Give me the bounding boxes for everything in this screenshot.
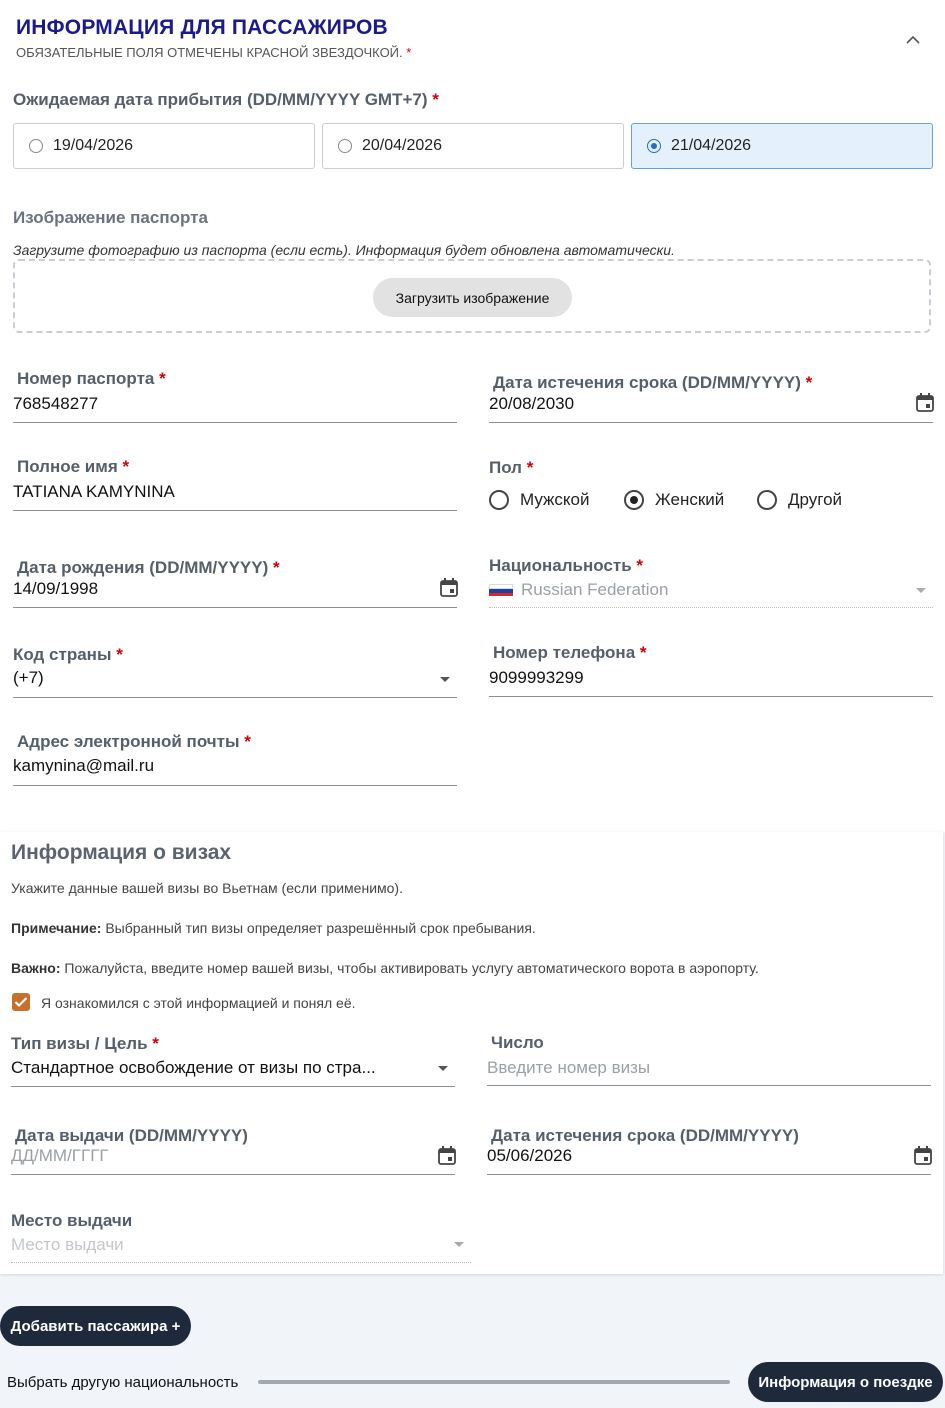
underline xyxy=(13,510,457,511)
underline xyxy=(13,697,457,698)
country-code-label: Код страны * xyxy=(13,645,123,664)
visa-number-label: Число xyxy=(491,1033,544,1052)
underline xyxy=(489,696,933,697)
acknowledge-label: Я ознакомился с этой информацией и понял её. xyxy=(41,995,356,1011)
acknowledge-checkbox[interactable] xyxy=(12,993,30,1011)
calendar-icon[interactable] xyxy=(916,393,934,412)
nationality-label: Национальность * xyxy=(489,556,644,575)
passport-expiry-input[interactable]: 20/08/2030 xyxy=(489,394,575,413)
arrival-option-3[interactable]: 21/04/2026 xyxy=(631,123,933,169)
issue-place-label: Место выдачи xyxy=(11,1211,133,1230)
phone-input[interactable]: 9099993299 xyxy=(489,668,584,687)
trip-info-button[interactable]: Информация о поездке xyxy=(748,1362,943,1402)
visa-expiry-label: Дата истечения срока (DD/MM/YYYY) xyxy=(491,1126,799,1145)
upload-image-button[interactable]: Загрузить изображение xyxy=(373,278,572,317)
country-code-select[interactable]: (+7) xyxy=(13,668,44,687)
visa-note: Примечание: Выбранный тип визы определяет разрешённый срок пребывания. xyxy=(11,920,536,936)
visa-type-label: Тип визы / Цель * xyxy=(11,1034,159,1053)
caret-down-icon[interactable] xyxy=(454,1242,464,1247)
arrival-option-2[interactable]: 20/04/2026 xyxy=(322,123,624,169)
underline xyxy=(487,1085,931,1086)
issue-place-select[interactable]: Место выдачи xyxy=(11,1235,124,1254)
arrival-date-label: Ожидаемая дата прибытия (DD/MM/YYYY GMT+7) * xyxy=(13,90,439,109)
visa-expiry-input[interactable]: 05/06/2026 xyxy=(487,1146,573,1165)
passport-image-label: Изображение паспорта xyxy=(13,208,208,227)
radio-icon xyxy=(29,139,43,153)
phone-label: Номер телефона * xyxy=(493,643,647,662)
full-name-input[interactable]: TATIANA KAMYNINA xyxy=(13,482,175,501)
visa-type-select[interactable]: Стандартное освобождение от визы по стра... xyxy=(11,1058,376,1077)
birth-date-label: Дата рождения (DD/MM/YYYY) * xyxy=(17,558,280,577)
passport-number-label: Номер паспорта * xyxy=(17,369,166,388)
underline xyxy=(13,607,457,608)
radio-icon xyxy=(338,139,352,153)
calendar-icon[interactable] xyxy=(914,1146,932,1165)
email-input[interactable]: kamynina@mail.ru xyxy=(13,756,155,775)
page-title: ИНФОРМАЦИЯ ДЛЯ ПАССАЖИРОВ xyxy=(16,16,388,39)
caret-down-icon[interactable] xyxy=(916,588,926,593)
full-name-label: Полное имя * xyxy=(17,457,130,476)
underline xyxy=(11,1174,455,1175)
gender-other-option[interactable]: Другой xyxy=(757,490,842,510)
gender-male-option[interactable]: Мужской xyxy=(489,490,590,510)
passport-expiry-label: Дата истечения срока (DD/MM/YYYY) * xyxy=(493,373,813,392)
underline xyxy=(13,422,457,423)
russia-flag-icon xyxy=(489,584,513,596)
required-note: ОБЯЗАТЕЛЬНЫЕ ПОЛЯ ОТМЕЧЕНЫ КРАСНОЙ ЗВЕЗДОЧКОЙ. * xyxy=(16,45,412,60)
birth-date-input[interactable]: 14/09/1998 xyxy=(13,579,99,598)
radio-selected-icon xyxy=(624,490,644,510)
radio-icon xyxy=(489,490,509,510)
underline xyxy=(11,1262,471,1263)
caret-down-icon[interactable] xyxy=(438,1066,448,1071)
issue-date-label: Дата выдачи (DD/MM/YYYY) xyxy=(15,1126,248,1145)
email-label: Адрес электронной почты * xyxy=(17,732,251,751)
arrival-option-1[interactable]: 19/04/2026 xyxy=(13,123,315,169)
add-passenger-button[interactable]: Добавить пассажира + xyxy=(0,1306,191,1346)
check-icon xyxy=(14,996,28,1008)
radio-selected-icon xyxy=(647,139,661,153)
underline xyxy=(11,1086,455,1087)
caret-down-icon[interactable] xyxy=(440,677,450,682)
underline xyxy=(489,607,933,608)
divider-bar xyxy=(258,1380,730,1384)
visa-important: Важно: Пожалуйста, введите номер вашей визы, чтобы активировать услугу автоматического ворота в аэропорту. xyxy=(11,960,759,976)
chevron-up-icon[interactable] xyxy=(902,32,924,48)
calendar-icon[interactable] xyxy=(440,578,458,597)
gender-female-option[interactable]: Женский xyxy=(624,490,724,510)
passport-number-input[interactable]: 768548277 xyxy=(13,394,99,413)
underline xyxy=(487,1174,931,1175)
other-nationality-link[interactable]: Выбрать другую национальность xyxy=(7,1374,239,1391)
issue-date-input[interactable]: ДД/ММ/ГГГГ xyxy=(11,1146,109,1165)
visa-heading: Информация о визах xyxy=(11,841,232,864)
calendar-icon[interactable] xyxy=(438,1146,456,1165)
visa-number-input[interactable]: Введите номер визы xyxy=(487,1058,651,1077)
underline xyxy=(489,422,933,423)
passport-image-note: Загрузите фотографию из паспорта (если есть). Информация будет обновлена автоматически. xyxy=(13,242,675,258)
visa-intro: Укажите данные вашей визы во Вьетнам (если применимо). xyxy=(11,880,403,896)
gender-label: Пол * xyxy=(489,458,534,477)
radio-icon xyxy=(757,490,777,510)
nationality-select[interactable]: Russian Federation xyxy=(521,580,669,599)
underline xyxy=(13,785,457,786)
